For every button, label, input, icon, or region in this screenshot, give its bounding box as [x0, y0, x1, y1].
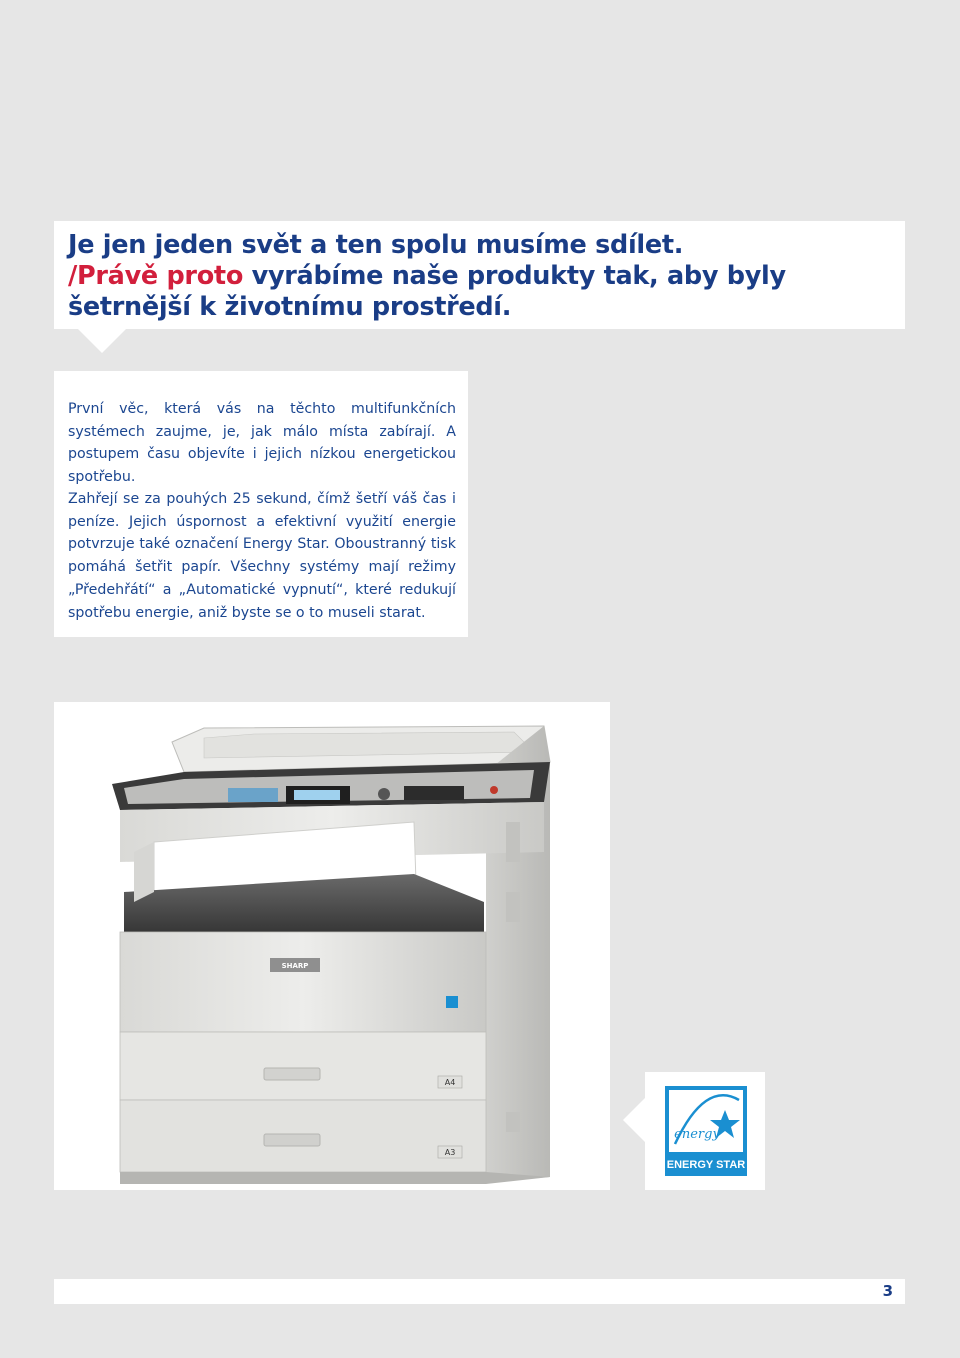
footer-bar [54, 1279, 905, 1304]
headline-line-1: Je jen jeden svět a ten spolu musíme sdílet. [68, 230, 684, 260]
headline [68, 230, 868, 323]
tray-upper-label: A4 [444, 1078, 456, 1087]
headline-line-3: šetrnější k životnímu prostředí. [68, 292, 512, 322]
headline-line-2: vyrábíme naše produkty tak, aby byly [243, 261, 786, 291]
page-number: 3 [882, 1282, 893, 1300]
body-paragraph-2: Zahřejí se za pouhých 25 sekund, čímž šetří váš čas i peníze. Jejich úspornost a efektivní využití energie potvrzuje také označení Energy Star. Oboustranný tisk pomáhá šetřit papír. Všechny systémy mají režimy „Předehřátí“ a „Automatické vypnutí“, které redukují spotřebu energie, aniž byste se o to museli starat. [68, 491, 456, 621]
energy-star-label: ENERGY STAR [666, 1159, 746, 1171]
energy-star-logo [645, 1072, 765, 1190]
energy-star-script: energy [674, 1127, 720, 1142]
tray-lower-label: A3 [444, 1148, 456, 1157]
energy-star-logo-box [645, 1072, 765, 1190]
body-paragraph-1: První věc, která vás na těchto multifunkčních systémech zaujme, je, jak málo místa zabírají. A postupem času objevíte i jejich nízkou energetickou spotřebu. [68, 401, 456, 486]
headline-pointer [78, 329, 126, 353]
copier-brand-label: SHARP [281, 962, 309, 970]
product-photo-box [54, 702, 610, 1190]
copier-image [54, 702, 610, 1190]
energy-star-pointer [623, 1098, 645, 1142]
headline-accent: /Právě proto [68, 261, 244, 291]
